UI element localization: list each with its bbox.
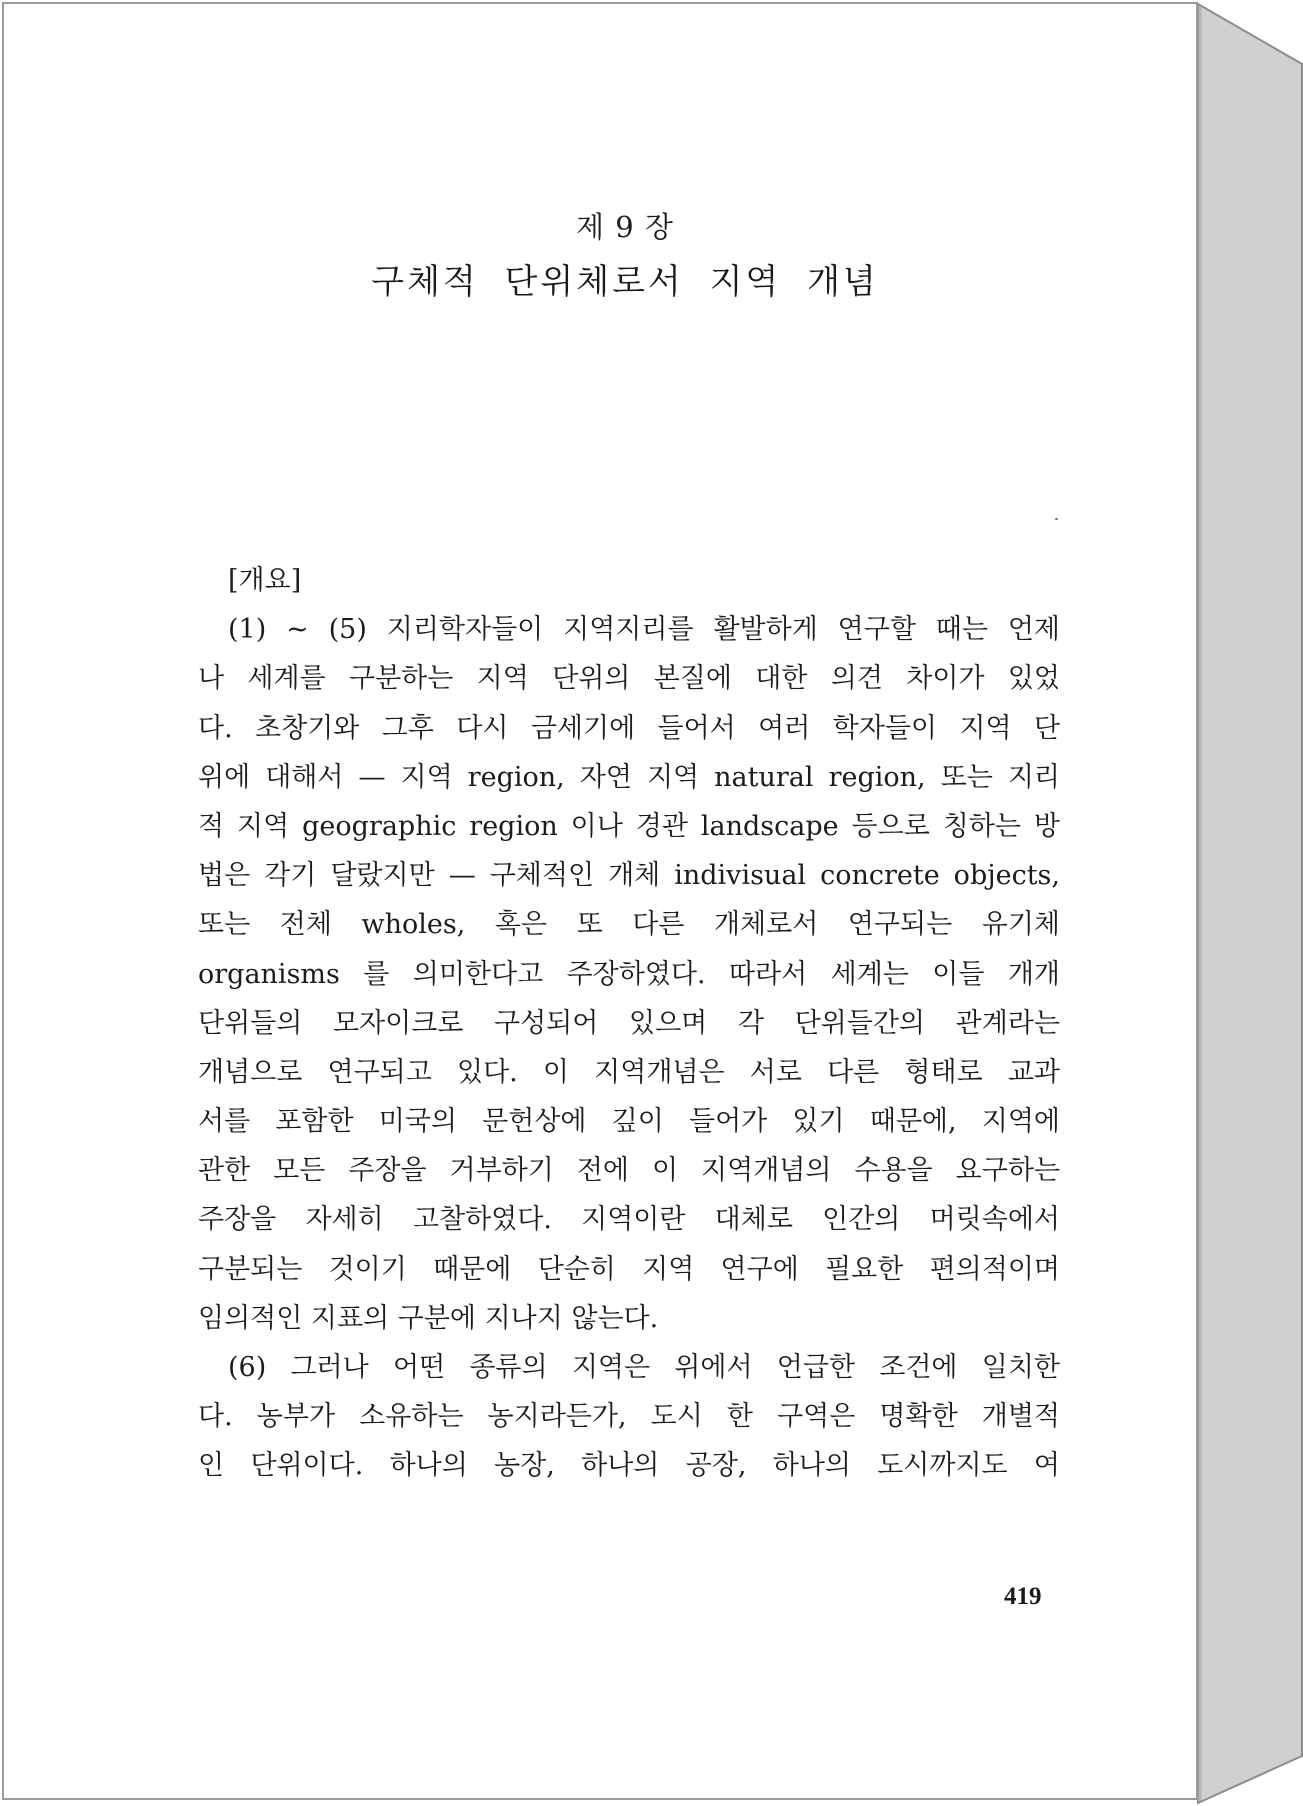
text-line: 임의적인 지표의 구분에 지나지 않는다. — [198, 1302, 659, 1334]
text-line: 관한 모든 주장을 거부하기 전에 이 지역개념의 수용을 요구하는 — [198, 1155, 1060, 1187]
text-line: 개념으로 연구되고 있다. 이 지역개념은 서로 다른 형태로 교과 — [198, 1056, 1060, 1088]
text-line: (6) 그러나 어떤 종류의 지역은 위에서 언급한 조건에 일치한 — [228, 1352, 1060, 1383]
text-line: (1) ~ (5) 지리학자들이 지역지리를 활발하게 연구할 때는 언제 — [228, 614, 1060, 646]
body-text — [198, 556, 1060, 1491]
text-line: 다. 초창기와 그후 다시 금세기에 들어서 여러 학자들이 지역 단 — [198, 712, 1060, 744]
text-line: 단위들의 모자이크로 구성되어 있으며 각 단위들간의 관계라는 — [198, 1007, 1060, 1039]
chapter-number: 제 9 장 — [576, 210, 674, 244]
text-line: 법은 각기 달랐지만 — 구체적인 개체 indivisual concrete objects, — [198, 860, 1060, 892]
chapter-title: 구체적 단위체로서 지역 개념 — [371, 262, 879, 302]
text-line: 인 단위이다. 하나의 농장, 하나의 공장, 하나의 도시까지도 여 — [198, 1450, 1060, 1482]
text-line: 또는 전체 wholes, 혹은 또 다른 개체로서 연구되는 유기체 — [198, 909, 1060, 941]
text-line: 적 지역 geographic region 이나 경관 landscape 등으로 칭하는 방 — [198, 810, 1060, 842]
text-line: 서를 포함한 미국의 문헌상에 깊이 들어가 있기 때문에, 지역에 — [198, 1106, 1060, 1138]
text-line: 위에 대해서 — 지역 region, 자연 지역 natural region, 또는 지리 — [198, 761, 1060, 793]
page-number: 419 — [1004, 1583, 1042, 1610]
text-line: 나 세계를 구분하는 지역 단위의 본질에 대한 의견 차이가 있었 — [198, 663, 1060, 695]
text-line: 구분되는 것이기 때문에 단순히 지역 연구에 필요한 편의적이며 — [198, 1253, 1060, 1285]
scan-speck — [1055, 518, 1058, 520]
section-heading: [개요] — [228, 565, 302, 596]
text-line: 주장을 자세히 고찰하였다. 지역이란 대체로 인간의 머릿속에서 — [198, 1204, 1060, 1236]
text-line: 다. 농부가 소유하는 농지라든가, 도시 한 구역은 명확한 개별적 — [198, 1401, 1060, 1433]
text-line: organisms 를 의미한다고 주장하였다. 따라서 세계는 이들 개개 — [198, 958, 1060, 990]
